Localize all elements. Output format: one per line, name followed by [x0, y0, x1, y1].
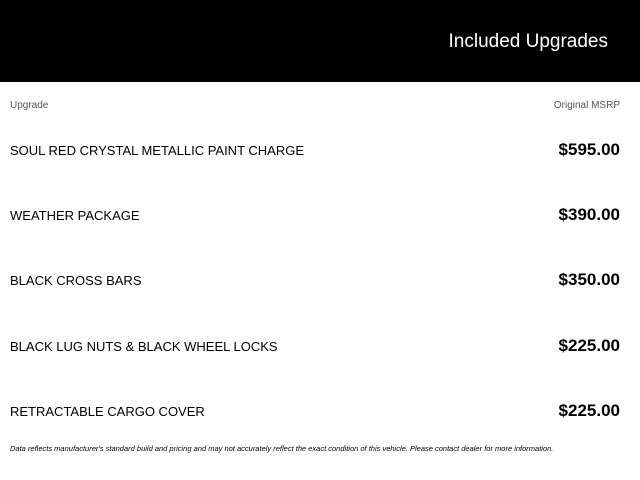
- upgrade-name: BLACK LUG NUTS & BLACK WHEEL LOCKS: [10, 339, 278, 354]
- column-header-msrp: Original MSRP: [553, 100, 620, 111]
- upgrade-row: [10, 268, 620, 292]
- upgrade-price: $350.00: [558, 270, 620, 289]
- upgrade-row: [10, 138, 620, 162]
- disclaimer-text: Data reflects manufacturer's standard build and pricing and may not accurately reflect the exact condition of this vehicle. Please contact dealer for more information.: [10, 444, 554, 453]
- upgrade-price: $225.00: [558, 401, 620, 420]
- upgrade-row: [10, 203, 620, 227]
- upgrade-name: WEATHER PACKAGE: [10, 208, 140, 223]
- header-bar: [0, 0, 640, 82]
- upgrade-price: $390.00: [558, 205, 620, 224]
- upgrade-row: [10, 334, 620, 358]
- upgrade-name: SOUL RED CRYSTAL METALLIC PAINT CHARGE: [10, 143, 305, 158]
- upgrade-row: [10, 399, 620, 423]
- upgrade-price: $595.00: [558, 140, 620, 159]
- upgrade-price: $225.00: [558, 336, 620, 355]
- column-header-upgrade: Upgrade: [10, 100, 49, 111]
- upgrade-name: RETRACTABLE CARGO COVER: [10, 404, 205, 419]
- upgrade-name: BLACK CROSS BARS: [10, 273, 142, 288]
- page-title: Included Upgrades: [448, 31, 608, 52]
